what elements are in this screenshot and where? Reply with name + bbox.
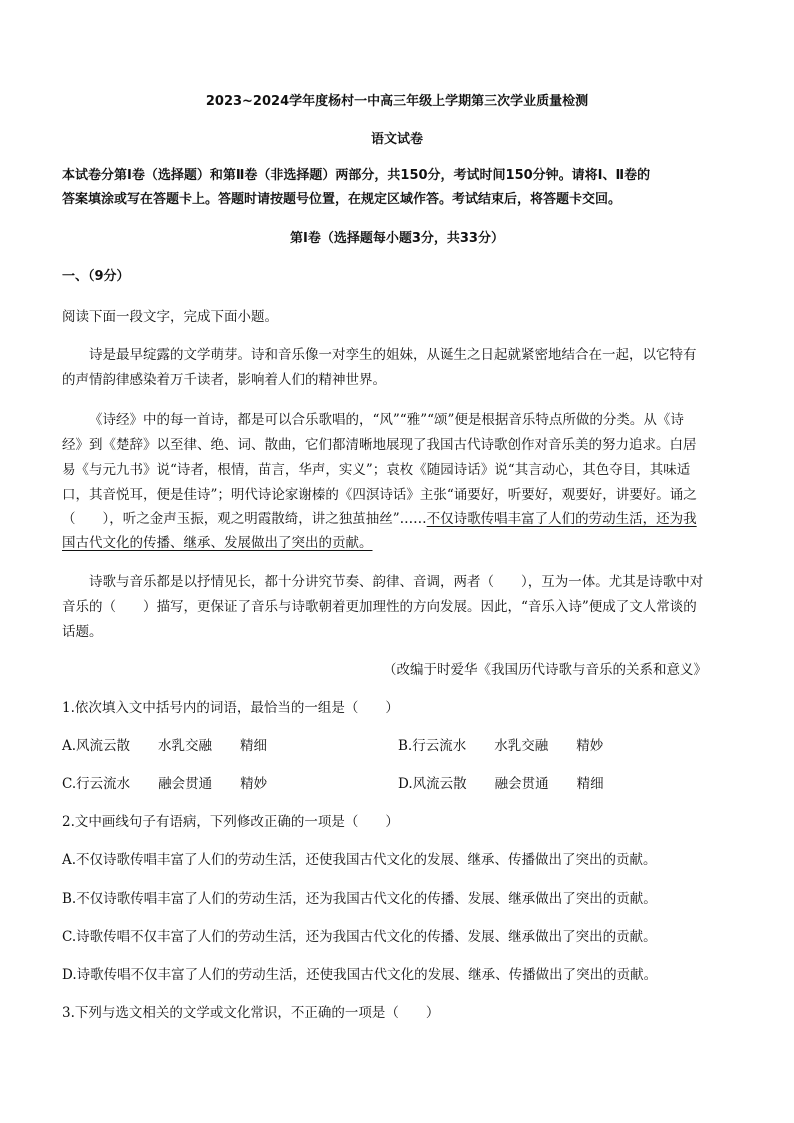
passage-p2-line-3: 易《与元九书》说“诗者，根情，苗言，华声，实义”；袁枚《随园诗话》说“其言动心，其色夺目，其味适 bbox=[62, 462, 691, 478]
question-2-option-a[interactable]: A.不仅诗歌传唱丰富了人们的劳动生活，还使我国古代文化的发展、继承、传播做出了突出的贡献。 bbox=[62, 852, 657, 868]
option-d-word-2: 融会贯通 bbox=[494, 776, 549, 792]
passage-p2-line-4: 口，其音悦耳，便是佳诗”；明代诗论家谢榛的《四溟诗话》主张“诵要好，听要好，观要好，讲要好。诵之 bbox=[62, 487, 697, 503]
question-1-option-a[interactable] bbox=[62, 736, 295, 756]
part-heading: 一、（9分） bbox=[62, 269, 130, 284]
exam-title: 2023~2024学年度杨村一中高三年级上学期第三次学业质量检测 bbox=[205, 94, 589, 109]
passage-p3-line-3: 话题。 bbox=[62, 624, 103, 640]
reading-prompt: 阅读下面一段文字，完成下面小题。 bbox=[62, 309, 278, 325]
option-c-word-2: 融会贯通 bbox=[158, 776, 213, 792]
passage-p2-line-1: 《诗经》中的每一首诗，都是可以合乐歌唱的，“风”“雅”“颂”便是根据音乐特点所做的分类。从《诗 bbox=[89, 412, 684, 428]
passage-p1-line-2: 的声情韵律感染着万千读者，影响着人们的精神世界。 bbox=[62, 372, 386, 388]
question-2-stem: 2.文中画线句子有语病，下列修改正确的一项是（ ） bbox=[62, 814, 399, 830]
passage-p2-line-5-text: （ ），听之金声玉振，观之明霞散绮，讲之独茧抽丝”…… bbox=[62, 511, 427, 527]
passage-source: （改编于时爱华《我国历代诗歌与音乐的关系和意义》 bbox=[383, 662, 707, 678]
option-c-word-3: 精妙 bbox=[240, 776, 268, 792]
question-1-option-c[interactable] bbox=[62, 774, 295, 794]
instructions-line-2: 答案填涂或写在答题卡上。答题时请按题号位置，在规定区域作答。考试结束后，将答题卡交回。 bbox=[62, 192, 622, 207]
question-1-stem: 1.依次填入文中括号内的词语，最恰当的一组是（ ） bbox=[62, 700, 399, 716]
question-1-option-b[interactable] bbox=[398, 736, 631, 756]
option-d-word-3: 精细 bbox=[576, 776, 604, 792]
passage-p3-line-2: 音乐的（ ）描写，更保证了音乐与诗歌朝着更加理性的方向发展。因此，“音乐入诗”便成了文人常谈的 bbox=[62, 599, 697, 615]
passage-p3-line-1: 诗歌与音乐都是以抒情见长，都十分讲究节奏、韵律、音调，两者（ ），互为一体。尤其是诗歌中对 bbox=[89, 574, 704, 590]
underlined-sentence-part-1: 不仅诗歌传唱丰富了人们的劳动生活，还为我 bbox=[426, 511, 697, 527]
question-2-option-b[interactable]: B.不仅诗歌传唱丰富了人们的劳动生活，还为我国古代文化的传播、发展、继承做出了突出的贡献。 bbox=[62, 891, 657, 907]
option-d-word-1: D.风流云散 bbox=[398, 776, 467, 792]
passage-p2-line-5 bbox=[62, 509, 697, 529]
option-b-word-2: 水乳交融 bbox=[494, 738, 549, 754]
option-b-word-3: 精妙 bbox=[576, 738, 604, 754]
underlined-sentence-part-2: 国古代文化的传播、继承、发展做出了突出的贡献。 bbox=[62, 535, 373, 551]
exam-subject: 语文试卷 bbox=[370, 132, 423, 147]
option-b-word-1: B.行云流水 bbox=[398, 738, 467, 754]
passage-p1-line-1: 诗是最早绽露的文学萌芽。诗和音乐像一对孪生的姐妹，从诞生之日起就紧密地结合在一起，以它特有 bbox=[89, 347, 697, 363]
option-a-word-1: A.风流云散 bbox=[62, 738, 131, 754]
question-2-option-c[interactable]: C.诗歌传唱不仅丰富了人们的劳动生活，还为我国古代文化的传播、发展、继承做出了突出的贡献。 bbox=[62, 929, 657, 945]
instructions-line-1: 本试卷分第Ⅰ卷（选择题）和第Ⅱ卷（非选择题）两部分，共150分，考试时间150分钟。请将Ⅰ、Ⅱ卷的 bbox=[62, 168, 651, 183]
option-c-word-1: C.行云流水 bbox=[62, 776, 131, 792]
question-2-option-d[interactable]: D.诗歌传唱不仅丰富了人们的劳动生活，还使我国古代文化的发展、继承、传播做出了突出的贡献。 bbox=[62, 967, 658, 983]
question-1-option-d[interactable] bbox=[398, 774, 632, 794]
question-3-stem: 3.下列与选文相关的文学或文化常识，不正确的一项是（ ） bbox=[62, 1005, 440, 1021]
option-a-word-3: 精细 bbox=[240, 738, 268, 754]
passage-p2-line-2: 经》到《楚辞》以至律、绝、词、散曲，它们都清晰地展现了我国古代诗歌创作对音乐美的努力追求。白居 bbox=[62, 437, 697, 453]
option-a-word-2: 水乳交融 bbox=[158, 738, 213, 754]
section-title: 第Ⅰ卷（选择题每小题3分，共33分） bbox=[290, 231, 504, 246]
